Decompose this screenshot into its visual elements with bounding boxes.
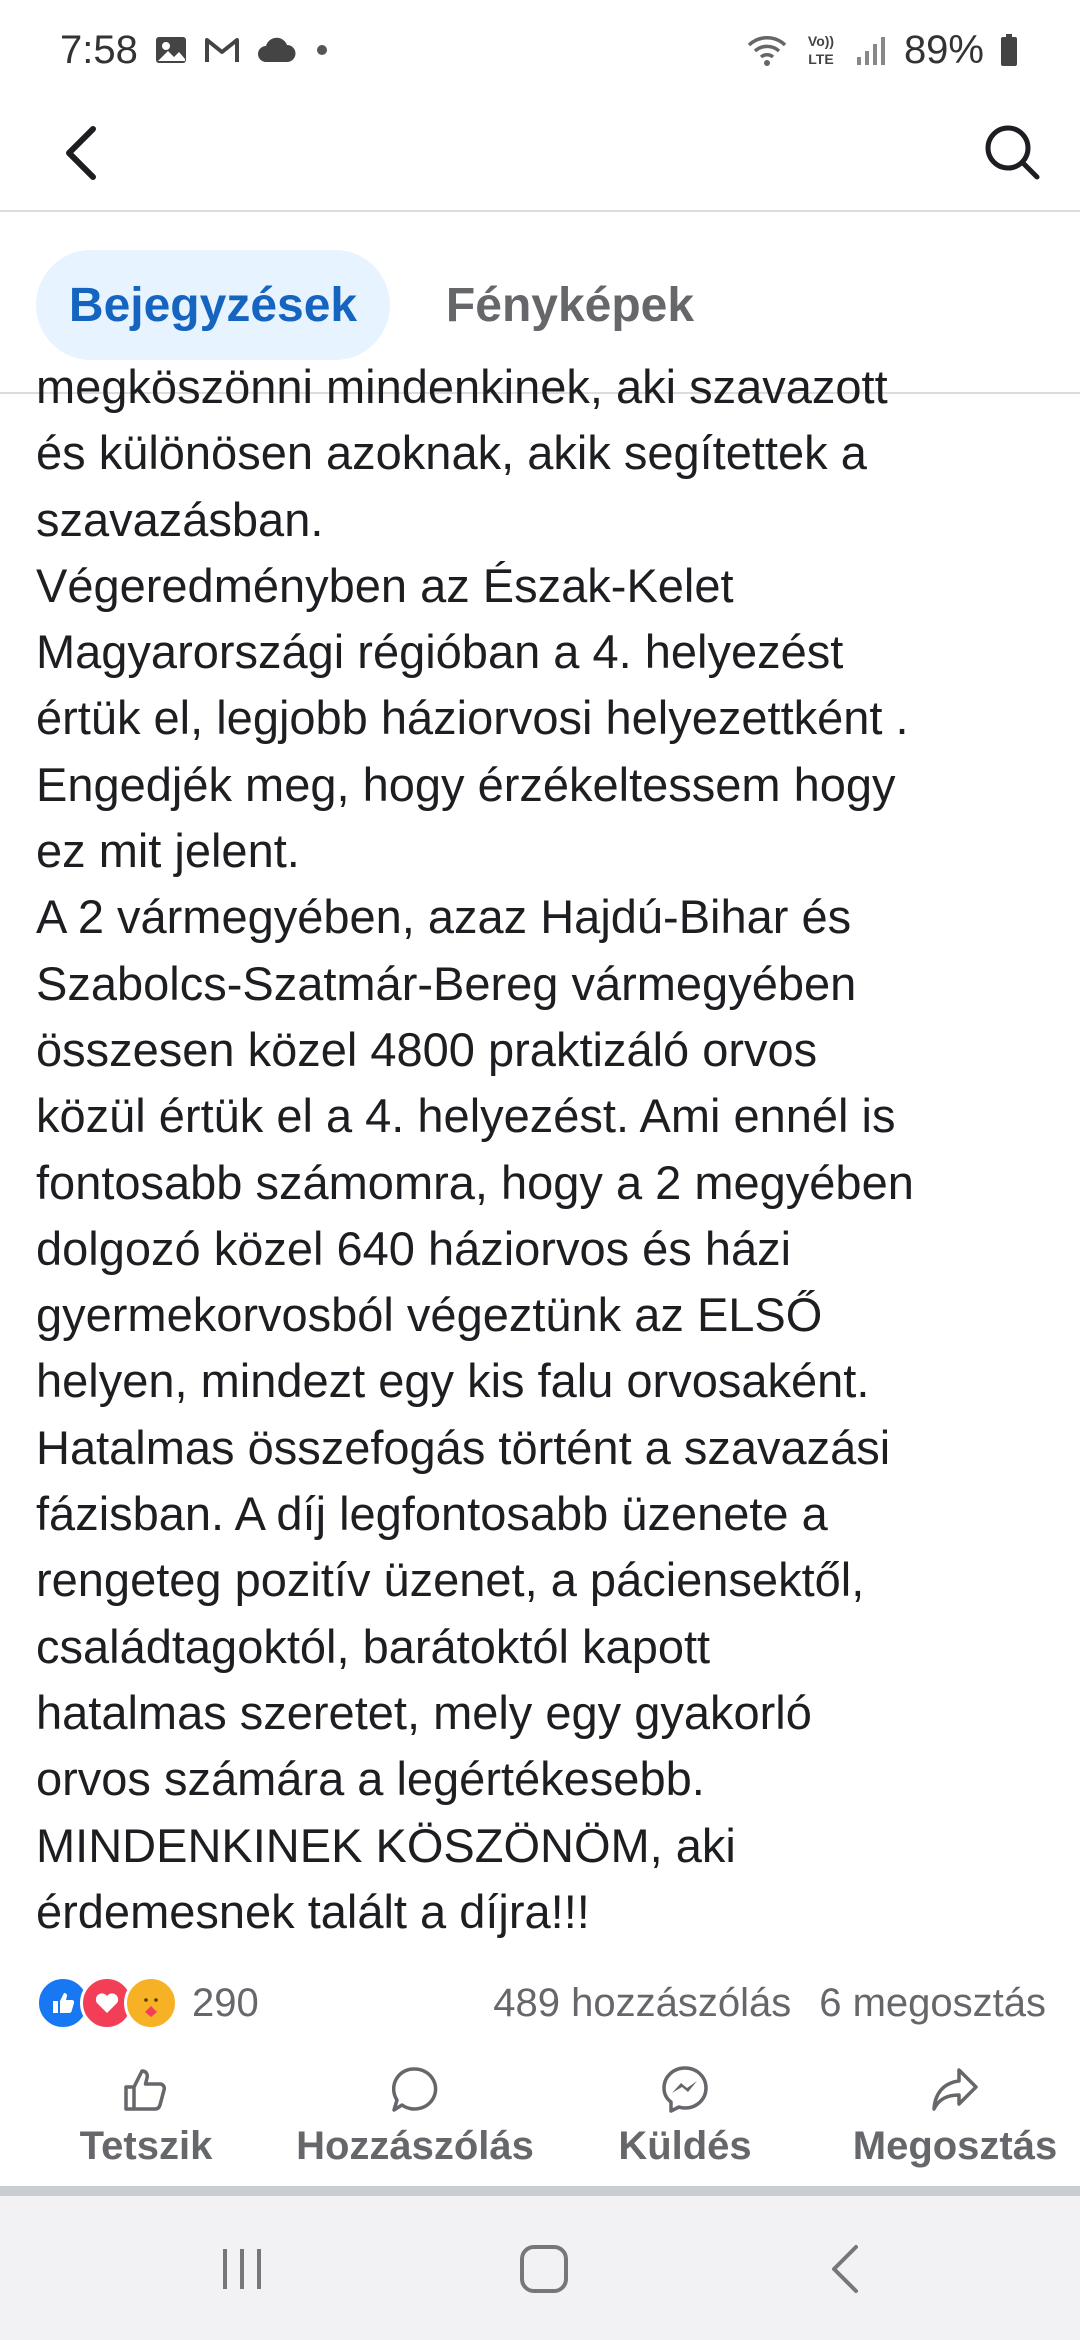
messenger-icon: [659, 2062, 711, 2118]
post-text: megköszönni mindenkinek, aki szavazott és különösen azoknak, akik segítettek a szavazásban. Végeredményben az Észak-Kelet Magyarországi régióban a 4. helyezést értük el, legjobb háziorvosi helyezettként . Engedjék meg, hogy érzékeltessem hogy ez mit jelent. A 2 vármegyében, azaz Hajdú-Bihar és Szabolcs-Szatmár-Bereg vármegyében összesen közel 4800 praktizáló orvos közül értük el a 4. helyezést. Ami ennél is fontosabb számomra, hogy a 2 megyében dolgozó közel 640 háziorvos és házi gyermekorvosból végeztünk az ELSŐ helyen, mindezt egy kis falu orvosaként. Hatalmas összefogás történt a szavazási fázisban. A díj legfontosabb üzenete a rengeteg pozitív üzenet, a páciensektől, családtagoktól, barátoktól kapott hatalmas szeretet, mely egy gyakorló orvos számára a legértékesebb. MINDENKINEK KÖSZÖNÖM, aki érdemesnek talált a díjra!!!: [36, 360, 914, 1938]
separator-bar: [0, 2186, 1080, 2196]
reaction-icons: [36, 1976, 168, 2030]
home-button[interactable]: [504, 2234, 584, 2304]
gmail-icon: [204, 35, 240, 65]
care-icon: [124, 1976, 178, 2030]
share-count[interactable]: 6 megosztás: [819, 1980, 1046, 2025]
dot-icon: [312, 40, 332, 60]
search-button[interactable]: [974, 114, 1050, 190]
reaction-count: 290: [192, 1980, 259, 2025]
status-left: [60, 28, 332, 73]
volte-icon: [804, 31, 838, 69]
send-label: Küldés: [618, 2124, 752, 2168]
comment-button[interactable]: [280, 2062, 550, 2184]
share-icon: [929, 2062, 981, 2118]
like-label: Tetszik: [79, 2124, 213, 2168]
comment-count[interactable]: 489 hozzászólás: [493, 1980, 792, 2025]
status-right: [746, 28, 1018, 73]
back-button[interactable]: [46, 118, 116, 188]
system-back-button[interactable]: [806, 2234, 886, 2304]
app-header: [0, 100, 1080, 212]
svg-text:Vo)): Vo)): [807, 33, 835, 49]
send-button[interactable]: [580, 2062, 790, 2184]
like-button[interactable]: [36, 2062, 256, 2184]
signal-icon: [854, 33, 888, 67]
cloud-icon: [256, 36, 296, 64]
action-row: [0, 2062, 1080, 2184]
gallery-icon: [154, 33, 188, 67]
post-stats: [493, 1981, 1046, 2026]
post-body: [36, 360, 1046, 1954]
system-nav-bar: [0, 2196, 1080, 2340]
share-label: Megosztás: [852, 2124, 1058, 2168]
battery-icon: [1000, 33, 1018, 67]
recent-apps-button[interactable]: [202, 2234, 282, 2304]
reactions-row[interactable]: [36, 1968, 1046, 2038]
comment-icon: [389, 2062, 441, 2118]
tab-photos[interactable]: Fényképek: [445, 278, 695, 332]
back-icon: [826, 2242, 866, 2296]
thumbs-up-icon: [121, 2062, 171, 2118]
search-icon: [982, 122, 1042, 182]
status-time: 7:58: [60, 27, 138, 72]
wifi-icon: [746, 33, 788, 67]
back-chevron-icon: [61, 123, 101, 183]
share-button[interactable]: [830, 2062, 1080, 2184]
home-icon: [517, 2242, 571, 2296]
svg-text:LTE: LTE: [808, 51, 834, 67]
comment-label: Hozzászólás: [296, 2124, 534, 2168]
tab-posts[interactable]: Bejegyzések: [36, 250, 390, 360]
battery-percent: 89%: [903, 27, 984, 72]
status-bar: [0, 0, 1080, 100]
recent-apps-icon: [217, 2244, 267, 2294]
